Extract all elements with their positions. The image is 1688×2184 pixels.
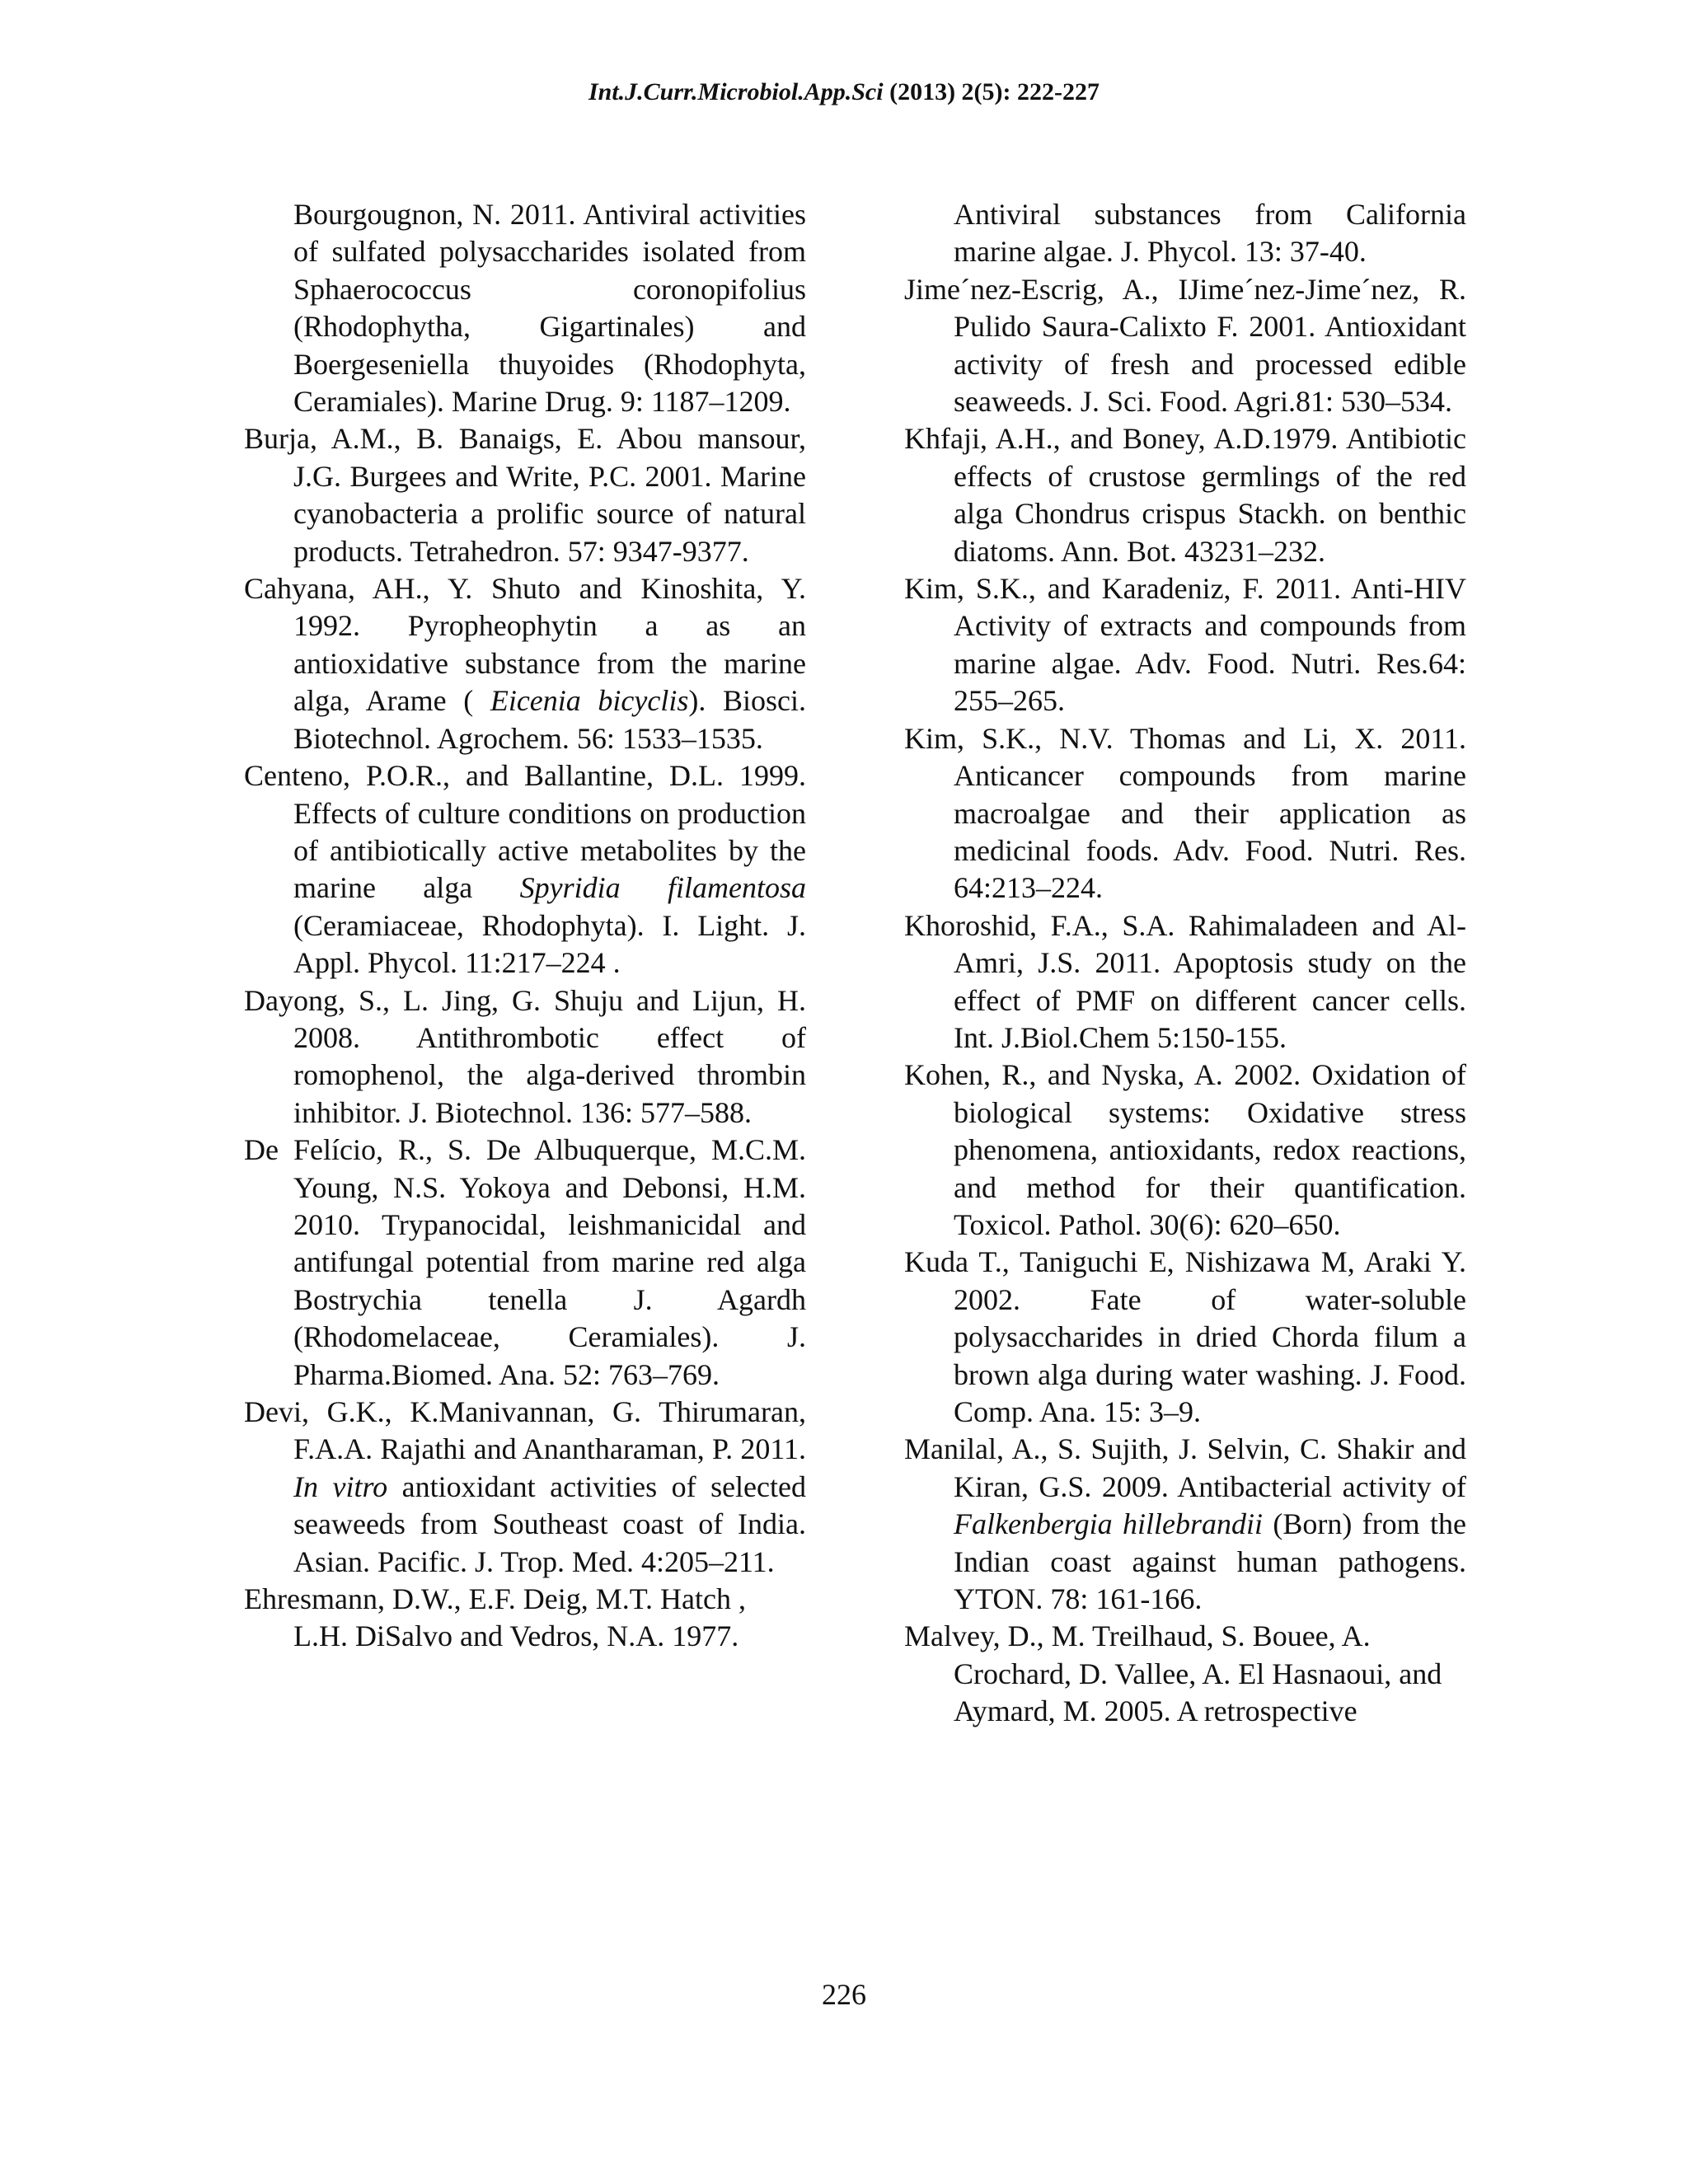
reference-italic-text: In vitro: [293, 1469, 388, 1503]
reference-text: Kohen, R., and Nyska, A. 2002. Oxidation of biological systems: Oxidative stress phenomena, antioxidants, redox reactions, and method for their quantification. Toxicol. Pathol. 30(6): 620–650.: [904, 1058, 1466, 1241]
reference-entry: [904, 1618, 1466, 1730]
reference-text: Kuda T., Taniguchi E, Nishizawa M, Araki Y. 2002. Fate of water-soluble polysaccharides in dried Chorda filum a brown alga during water washing. J. Food. Comp. Ana. 15: 3–9.: [904, 1245, 1466, 1428]
right-column: [904, 196, 1466, 1731]
reference-entry: [904, 1057, 1466, 1244]
reference-entry: [904, 720, 1466, 907]
reference-text: Khfaji, A.H., and Boney, A.D.1979. Antibiotic effects of crustose germlings of the red alga Chondrus crispus Stackh. on benthic diatoms. Ann. Bot. 43231–232.: [904, 422, 1466, 568]
reference-entry: [904, 907, 1466, 1057]
reference-text: Burja, A.M., B. Banaigs, E. Abou mansour, J.G. Burgees and Write, P.C. 2001. Marine cyanobacteria a prolific source of natural products. Tetrahedron. 57: 9347-9377.: [244, 422, 806, 568]
reference-text: Kim, S.K., N.V. Thomas and Li, X. 2011. Anticancer compounds from marine macroalgae and their application as medicinal foods. Adv. Food. Nutri. Res. 64:213–224.: [904, 721, 1466, 905]
reference-entry: [244, 196, 806, 420]
reference-entry: [244, 757, 806, 982]
left-column: [244, 196, 806, 1656]
reference-entry: [244, 1581, 806, 1656]
reference-text: Antiviral substances from California marine algae. J. Phycol. 13: 37-40.: [954, 198, 1466, 269]
reference-text: Devi, G.K., K.Manivannan, G. Thirumaran, F.A.A. Rajathi and Anantharaman, P. 2011.: [244, 1395, 806, 1466]
reference-text: Bourgougnon, N. 2011. Antiviral activities of sulfated polysaccharides isolated from Sphaerococcus coronopifolius (Rhodophytha, Gigartinales) and Boergeseniella thuyoides (Rhodophyta, Ceramiales). Marine Drug. 9: 1187–1209.: [293, 198, 806, 419]
reference-text: Jime´nez-Escrig, A., IJime´nez-Jime´nez, R. Pulido Saura-Calixto F. 2001. Antioxidant activity of fresh and processed edible seaweeds. J. Sci. Food. Agri.81: 530–534.: [904, 272, 1466, 419]
journal-issue: (2013) 2(5): 222-227: [883, 78, 1100, 105]
reference-entry: [904, 570, 1466, 720]
reference-text: Centeno, P.O.R., and Ballantine, D.L. 1999. Effects of culture conditions on production of antibiotically active metabolites by the marine alga: [244, 759, 806, 905]
reference-entry: [244, 982, 806, 1132]
reference-entry: [244, 1394, 806, 1581]
reference-text: Khoroshid, F.A., S.A. Rahimaladeen and Al-Amri, J.S. 2011. Apoptosis study on the effect of PMF on different cancer cells. Int. J.Biol.Chem 5:150-155.: [904, 908, 1466, 1054]
reference-text: De Felício, R., S. De Albuquerque, M.C.M. Young, N.S. Yokoya and Debonsi, H.M. 2010. Trypanocidal, leishmanicidal and antifungal potential from marine red alga Bostrychia tenella J. Agardh (Rhodomelaceae, Ceramiales). J. Pharma.Biomed. Ana. 52: 763–769.: [244, 1133, 806, 1391]
reference-text: (Born) from the Indian coast against human pathogens. YTON. 78: 161-166.: [954, 1507, 1466, 1616]
reference-text: antioxidant activities of selected seaweeds from Southeast coast of India. Asian. Pacific. J. Trop. Med. 4:205–211.: [293, 1469, 806, 1578]
reference-entry: [244, 420, 806, 570]
reference-text: (Ceramiaceae, Rhodophyta). I. Light. J. Appl. Phycol. 11:217–224 .: [293, 908, 806, 980]
reference-text: ). Biosci. Biotechnol. Agrochem. 56: 1533–1535.: [293, 684, 807, 755]
reference-text: Malvey, D., M. Treilhaud, S. Bouee, A. Crochard, D. Vallee, A. El Hasnaoui, and Aymard, M. 2005. A retrospective: [904, 1619, 1442, 1728]
reference-entry: [244, 1132, 806, 1394]
reference-entry: [904, 420, 1466, 570]
reference-entry: [904, 1244, 1466, 1431]
page-number: 226: [822, 1978, 866, 2011]
reference-entry: [904, 1431, 1466, 1618]
reference-italic-text: Falkenbergia hillebrandii: [954, 1507, 1263, 1541]
reference-italic-text: Eicenia bicyclis: [490, 684, 689, 718]
reference-text: Manilal, A., S. Sujith, J. Selvin, C. Shakir and Kiran, G.S. 2009. Antibacterial activity of: [904, 1432, 1466, 1503]
journal-title: Int.J.Curr.Microbiol.App.Sci: [588, 78, 884, 105]
reference-text: Ehresmann, D.W., E.F. Deig, M.T. Hatch , L.H. DiSalvo and Vedros, N.A. 1977.: [244, 1582, 747, 1653]
reference-italic-text: Spyridia filamentosa: [519, 871, 806, 905]
reference-text: Kim, S.K., and Karadeniz, F. 2011. Anti-HIV Activity of extracts and compounds from marine algae. Adv. Food. Nutri. Res.64: 255–265.: [904, 572, 1466, 718]
reference-entry: [244, 570, 806, 757]
reference-text: Cahyana, AH., Y. Shuto and Kinoshita, Y. 1992. Pyropheophytin a as an antioxidative substance from the marine alga, Arame (: [244, 572, 806, 718]
reference-entry: [904, 271, 1466, 421]
running-header: [0, 76, 1688, 109]
reference-entry: [904, 196, 1466, 271]
reference-text: Dayong, S., L. Jing, G. Shuju and Lijun, H. 2008. Antithrombotic effect of romophenol, the alga-derived thrombin inhibitor. J. Biotechnol. 136: 577–588.: [244, 983, 806, 1129]
